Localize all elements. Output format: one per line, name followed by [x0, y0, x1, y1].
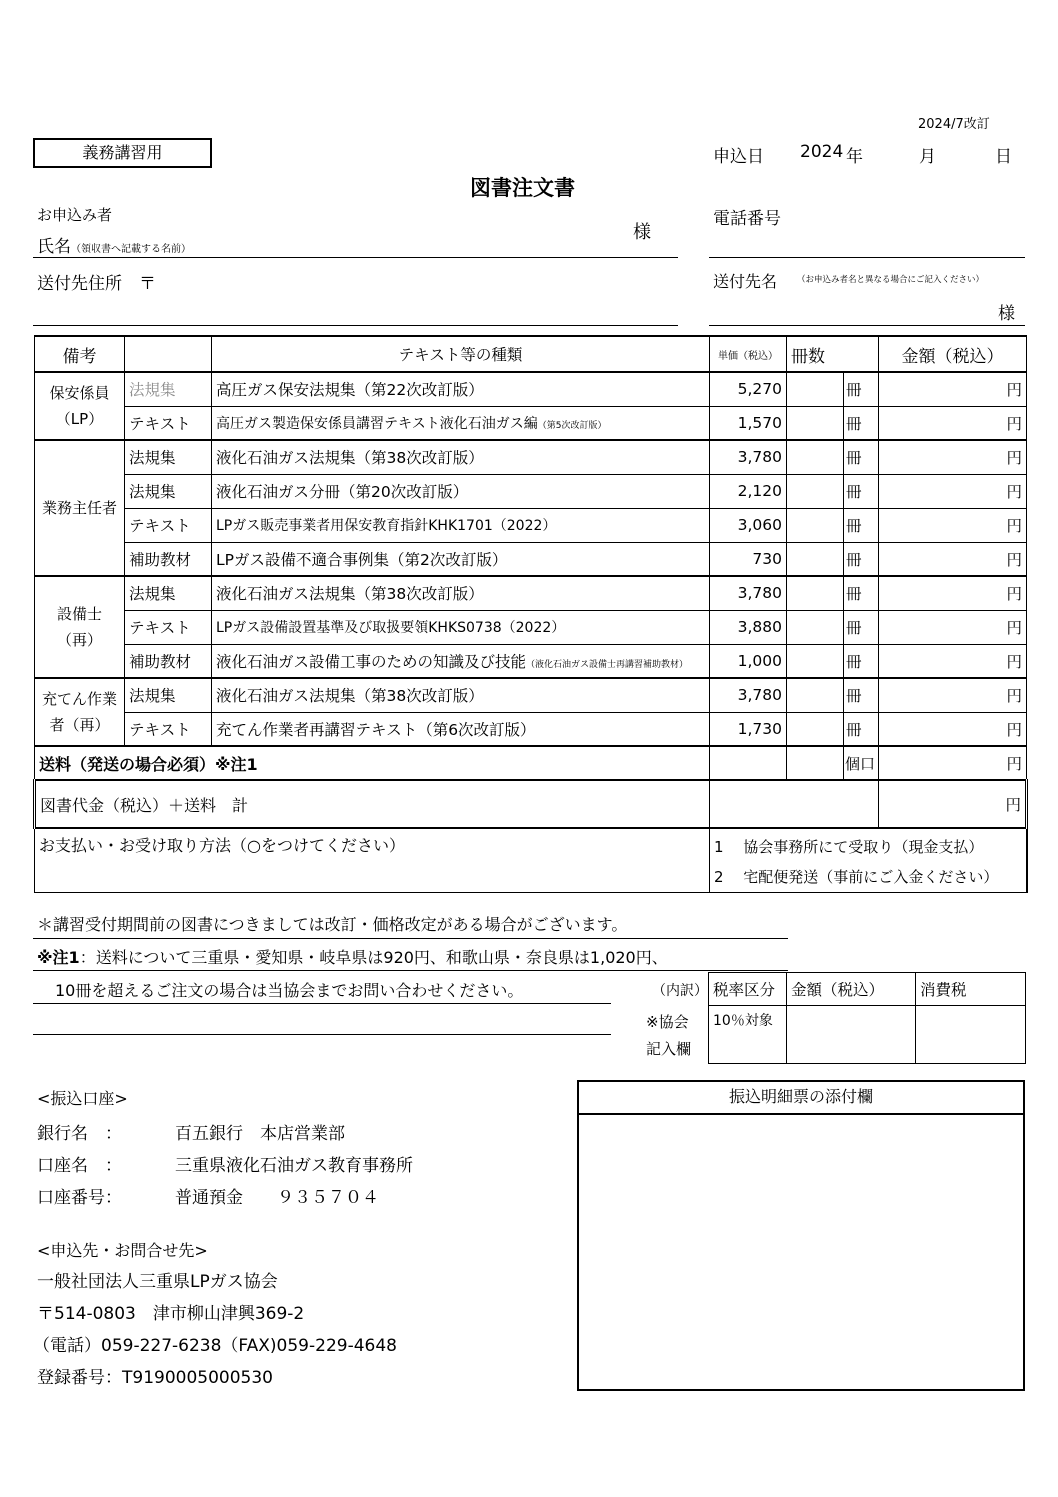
shipping-price-cell: [710, 746, 787, 780]
tax-naiyaku: （内訳）: [652, 983, 708, 999]
apply-date-year: 2024: [800, 142, 844, 162]
group-name: 設備士（再）: [35, 576, 125, 678]
row-qty-cell[interactable]: [787, 712, 844, 746]
row-title: [212, 406, 710, 440]
contact-address: 〒514-0803 津市柳山津興369-2: [37, 1304, 305, 1324]
row-qty-cell[interactable]: [787, 610, 844, 644]
row-amount-yen[interactable]: 円: [879, 372, 1027, 406]
row-qty-cell[interactable]: [787, 508, 844, 542]
phone-underline[interactable]: [709, 257, 1025, 258]
row-title-text: LPガス販売事業者用保安教育指針KHK1701（2022）: [216, 518, 557, 534]
shipping-label: 送料（発送の場合必須）※注1: [35, 746, 710, 780]
order-row: [35, 678, 1027, 712]
applicant-heading: お申込み者: [37, 206, 113, 224]
row-category: テキスト: [125, 406, 212, 440]
account-number-value: 普通預金 ９３５７０４: [175, 1188, 379, 1208]
bank-name-value: 百五銀行 本店営業部: [175, 1124, 345, 1144]
row-qty-cell[interactable]: [787, 542, 844, 576]
order-row: [35, 610, 1027, 644]
shipping-unit: 個口: [844, 746, 879, 780]
note1-line2: 10冊を超えるご注文の場合は当協会までお問い合わせください。: [55, 981, 524, 1000]
row-price: 5,270: [710, 372, 787, 406]
row-price: 3,060: [710, 508, 787, 542]
total-amount-yen[interactable]: 円: [879, 780, 1027, 828]
total-blank: [710, 780, 879, 828]
shipping-qty-cell[interactable]: [787, 746, 844, 780]
row-qty-cell[interactable]: [787, 678, 844, 712]
order-row: [35, 474, 1027, 508]
row-price: 1,570: [710, 406, 787, 440]
slip-attach-title: 振込明細票の添付欄: [579, 1082, 1023, 1115]
shipping-amount-yen[interactable]: 円: [879, 746, 1027, 780]
slip-attach-box: [577, 1080, 1025, 1391]
note1-head: ※注1: [37, 948, 80, 967]
name-note: （領収書へ記載する名前）: [71, 244, 191, 255]
row-title: [212, 610, 710, 644]
tax-col-rate: 税率区分: [709, 973, 787, 1006]
row-title: [212, 372, 710, 406]
row-qty-cell[interactable]: [787, 406, 844, 440]
row-qty-unit: 冊: [844, 576, 879, 610]
row-amount-yen[interactable]: 円: [879, 406, 1027, 440]
apply-date-year-unit: 年: [846, 147, 863, 167]
address-underline[interactable]: [33, 325, 678, 326]
row-price: 2,120: [710, 474, 787, 508]
header-qty: 冊数: [787, 336, 879, 372]
row-qty-unit: 冊: [844, 406, 879, 440]
row-price: 3,880: [710, 610, 787, 644]
row-title: [212, 440, 710, 474]
row-title: [212, 508, 710, 542]
row-category: テキスト: [125, 610, 212, 644]
payment-label: お支払い・お受け取り方法（○をつけてください）: [35, 828, 710, 893]
header-category: [125, 336, 212, 372]
order-row: [35, 644, 1027, 678]
row-title-text: 高圧ガス製造保安係員講習テキスト液化石油ガス編: [216, 415, 538, 432]
row-title-text: 液化石油ガス法規集（第38次改訂版）: [216, 449, 484, 468]
row-qty-unit: 冊: [844, 644, 879, 678]
row-price: 1,730: [710, 712, 787, 746]
page-title: 図書注文書: [470, 176, 575, 200]
recipient-underline[interactable]: [709, 325, 1025, 326]
row-qty-cell[interactable]: [787, 644, 844, 678]
row-amount-yen[interactable]: 円: [879, 508, 1027, 542]
row-qty-unit: 冊: [844, 440, 879, 474]
row-category: 補助教材: [125, 644, 212, 678]
row-qty-cell[interactable]: [787, 474, 844, 508]
row-title: [212, 542, 710, 576]
apply-date-month-unit: 月: [919, 147, 936, 167]
total-label: 図書代金（税込）＋送料 計: [35, 780, 710, 828]
bank-name-label: 銀行名 ：: [37, 1124, 122, 1144]
order-table: [33, 335, 1028, 893]
row-amount-yen[interactable]: 円: [879, 474, 1027, 508]
contact-tel: （電話）059-227-6238（FAX)059-229-4648: [33, 1336, 397, 1356]
header-amount: 金額（税込）: [879, 336, 1027, 372]
order-row: [35, 508, 1027, 542]
row-title-note: （第5次改訂版）: [537, 420, 607, 431]
row-qty-unit: 冊: [844, 610, 879, 644]
row-amount-yen[interactable]: 円: [879, 644, 1027, 678]
recipient-sama: 様: [998, 304, 1015, 324]
tax-col-consumption: 消費税: [916, 973, 1026, 1006]
row-title: [212, 678, 710, 712]
tax-rate-10: 10％対象: [709, 1006, 787, 1064]
account-number-label: 口座番号：: [37, 1188, 122, 1208]
contact-heading: <申込先・お問合せ先>: [37, 1241, 208, 1260]
row-title-text: 液化石油ガス法規集（第38次改訂版）: [216, 687, 484, 706]
tax-assoc-line2: 記入欄: [646, 1040, 692, 1058]
row-amount-yen[interactable]: 円: [879, 542, 1027, 576]
note1: [37, 945, 668, 968]
row-category: 補助教材: [125, 542, 212, 576]
row-price: 730: [710, 542, 787, 576]
account-name-value: 三重県液化石油ガス教育事務所: [175, 1156, 413, 1176]
applicant-sama: 様: [633, 222, 651, 243]
row-title: [212, 712, 710, 746]
apply-date-day-unit: 日: [995, 147, 1012, 167]
name-label: 氏名（領収書へ記載する名前）: [37, 237, 191, 257]
order-row: [35, 372, 1027, 406]
row-price: 1,000: [710, 644, 787, 678]
name-underline[interactable]: [33, 257, 678, 258]
order-row: [35, 576, 1027, 610]
row-title: [212, 644, 710, 678]
order-row: [35, 406, 1027, 440]
row-title-text: LPガス設備不適合事例集（第2次改訂版）: [216, 550, 508, 569]
row-title-text: LPガス設備設置基準及び取扱要領KHKS0738（2022）: [216, 620, 566, 636]
note1-body: ：送料について三重県・愛知県・岐阜県は920円、和歌山県・奈良県は1,020円、: [79, 948, 668, 967]
course-badge: 義務講習用: [33, 138, 212, 168]
tax-table: [708, 972, 1026, 1064]
payment-options: [710, 828, 1027, 893]
account-name-label: 口座名 ：: [37, 1156, 122, 1176]
row-title-text: 液化石油ガス設備工事のための知識及び技能: [216, 652, 527, 671]
payment-option-pickup[interactable]: 1 協会事務所にて受取り（現金支払）: [714, 838, 984, 856]
row-title-text: 液化石油ガス分冊（第20次改訂版）: [216, 483, 469, 501]
row-category: 法規集: [125, 440, 212, 474]
row-title-text: 高圧ガス保安法規集（第22次改訂版）: [216, 381, 484, 400]
row-price: 3,780: [710, 678, 787, 712]
tax-assoc-line1: ※協会: [646, 1013, 689, 1031]
row-qty-cell[interactable]: [787, 576, 844, 610]
order-row: [35, 440, 1027, 474]
row-title-text: 液化石油ガス法規集（第38次改訂版）: [216, 585, 484, 604]
group-name: 業務主任者: [35, 440, 125, 576]
payment-option-delivery[interactable]: 2 宅配便発送（事前にご入金ください）: [714, 868, 999, 886]
row-amount-yen[interactable]: 円: [879, 712, 1027, 746]
row-amount-yen[interactable]: 円: [879, 440, 1027, 474]
row-category: テキスト: [125, 508, 212, 542]
row-qty-unit: 冊: [844, 372, 879, 406]
note1-underline: [33, 970, 788, 971]
header-price: 単価（税込）: [710, 336, 787, 372]
order-row: [35, 542, 1027, 576]
recipient-note: （お申込み者名と異なる場合にご記入ください）: [797, 275, 985, 285]
row-qty-cell[interactable]: [787, 372, 844, 406]
row-category: 法規集: [125, 372, 212, 406]
row-amount-yen[interactable]: 円: [879, 610, 1027, 644]
header-remarks: 備考: [35, 336, 125, 372]
row-category: テキスト: [125, 712, 212, 746]
row-amount-yen[interactable]: 円: [879, 678, 1027, 712]
row-qty-unit: 冊: [844, 542, 879, 576]
phone-label: 電話番号: [713, 209, 781, 229]
row-qty-unit: 冊: [844, 508, 879, 542]
row-qty-unit: 冊: [844, 474, 879, 508]
tax-amount-cell[interactable]: [787, 1006, 916, 1064]
apply-date-label: 申込日: [713, 147, 764, 167]
tax-col-amount: 金額（税込）: [787, 973, 916, 1006]
contact-org: 一般社団法人三重県LPガス協会: [37, 1272, 278, 1292]
group-name: 保安係員（LP）: [35, 372, 125, 440]
row-category: 法規集: [125, 474, 212, 508]
row-qty-cell[interactable]: [787, 440, 844, 474]
revision-note: 2024/7改訂: [918, 117, 990, 132]
row-price: 3,780: [710, 440, 787, 474]
recipient-label: 送付先名: [713, 272, 778, 291]
tax-consumption-cell[interactable]: [916, 1006, 1026, 1064]
order-row: [35, 712, 1027, 746]
bank-heading: <振込口座>: [37, 1089, 128, 1108]
row-title-text: 充てん作業者再講習テキスト（第6次改訂版）: [216, 720, 536, 739]
address-label: 送付先住所 〒: [37, 274, 156, 294]
row-title: [212, 576, 710, 610]
row-qty-unit: 冊: [844, 678, 879, 712]
note1-line2-underline: [33, 1003, 611, 1004]
row-category: 法規集: [125, 576, 212, 610]
note-revision: ＊講習受付期間前の図書につきましては改訂・価格改定がある場合がございます。: [37, 915, 628, 934]
row-title: [212, 474, 710, 508]
blank-underline: [33, 1034, 611, 1035]
group-name: 充てん作業者（再）: [35, 678, 125, 746]
row-amount-yen[interactable]: 円: [879, 576, 1027, 610]
note-divider: [33, 938, 788, 939]
contact-reg: 登録番号：T9190005000530: [37, 1368, 273, 1388]
row-category: 法規集: [125, 678, 212, 712]
row-qty-unit: 冊: [844, 712, 879, 746]
row-title-note: （液化石油ガス設備士再講習補助教材）: [526, 659, 689, 670]
header-kind: テキスト等の種類: [212, 336, 710, 372]
row-price: 3,780: [710, 576, 787, 610]
